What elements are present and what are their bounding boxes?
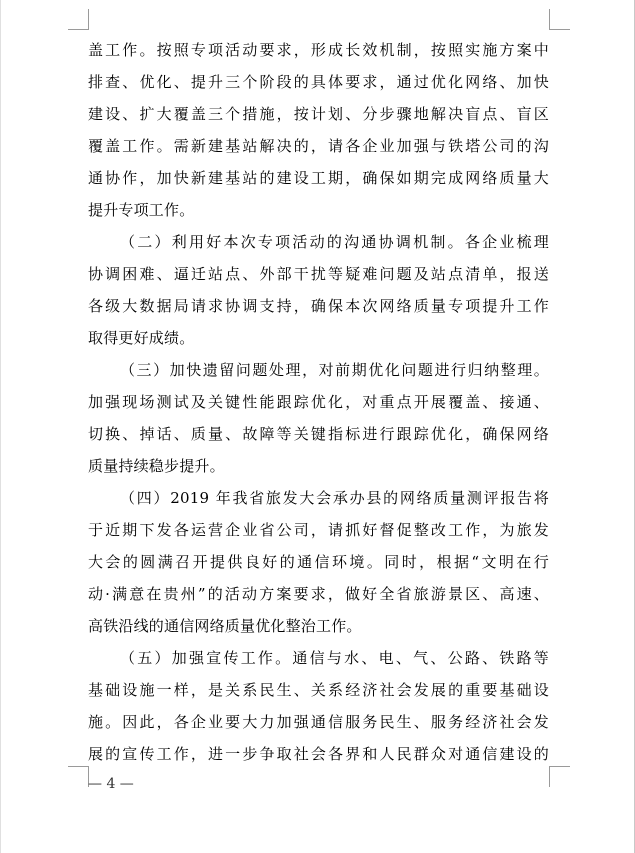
text-line: （二）利用好本次专项活动的沟通协调机制。各企业梳理 — [120, 233, 549, 251]
text-line: 展的宣传工作，进一步争取社会各界和人民群众对通信建设的 — [88, 745, 549, 763]
crop-mark-top-right — [549, 9, 570, 30]
text-line: 高铁沿线的通信网络质量优化整治工作。 — [88, 617, 362, 635]
text-line: 基础设施一样，是关系民生、关系经济社会发展的重要基础设 — [88, 681, 549, 699]
text-line: 施。因此，各企业要大力加强通信服务民生、服务经济社会发 — [88, 713, 549, 731]
text-line: 动·满意在贵州”的活动方案要求，做好全省旅游景区、高速、 — [88, 585, 549, 603]
text-line: 加强现场测试及关键性能跟踪优化，对重点开展覆盖、接通、 — [88, 393, 549, 411]
text-line: 协调困难、逼迁站点、外部干扰等疑难问题及站点清单，报送 — [88, 265, 549, 283]
text-line: 覆盖工作。需新建基站解决的，请各企业加强与铁塔公司的沟 — [88, 137, 549, 155]
text-line: 排查、优化、提升三个阶段的具体要求，通过优化网络、加快 — [88, 73, 549, 91]
text-line: 取得更好成绩。 — [88, 329, 195, 347]
text-line: （三）加快遗留问题处理，对前期优化问题进行归纳整理。 — [120, 361, 549, 379]
text-line: 盖工作。按照专项活动要求，形成长效机制，按照实施方案中 — [88, 41, 549, 59]
crop-mark-bottom-right — [549, 766, 570, 787]
crop-mark-top-left — [68, 9, 89, 30]
page-left-edge — [0, 0, 1, 853]
text-line: 于近期下发各运营企业省公司，请抓好督促整改工作，为旅发 — [88, 521, 549, 539]
text-line: 大会的圆满召开提供良好的通信环境。同时，根据“文明在行 — [88, 553, 549, 571]
document-body — [88, 34, 549, 770]
text-line: （四）2019 年我省旅发大会承办县的网络质量测评报告将 — [120, 489, 549, 507]
text-line: 质量持续稳步提升。 — [88, 457, 225, 475]
text-line: 各级大数据局请求协调支持，确保本次网络质量专项提升工作 — [88, 297, 549, 315]
text-line: 切换、掉话、质量、故障等关键指标进行跟踪优化，确保网络 — [88, 425, 549, 443]
text-line: （五）加强宣传工作。通信与水、电、气、公路、铁路等 — [120, 649, 549, 667]
page-number: — 4 — — [88, 776, 134, 792]
text-line: 建设、扩大覆盖三个措施，按计划、分步骤地解决盲点、盲区 — [88, 105, 549, 123]
text-line: 提升专项工作。 — [88, 201, 195, 219]
crop-mark-bottom-left — [68, 766, 89, 787]
text-line: 通协作，加快新建基站的建设工期，确保如期完成网络质量大 — [88, 169, 549, 187]
